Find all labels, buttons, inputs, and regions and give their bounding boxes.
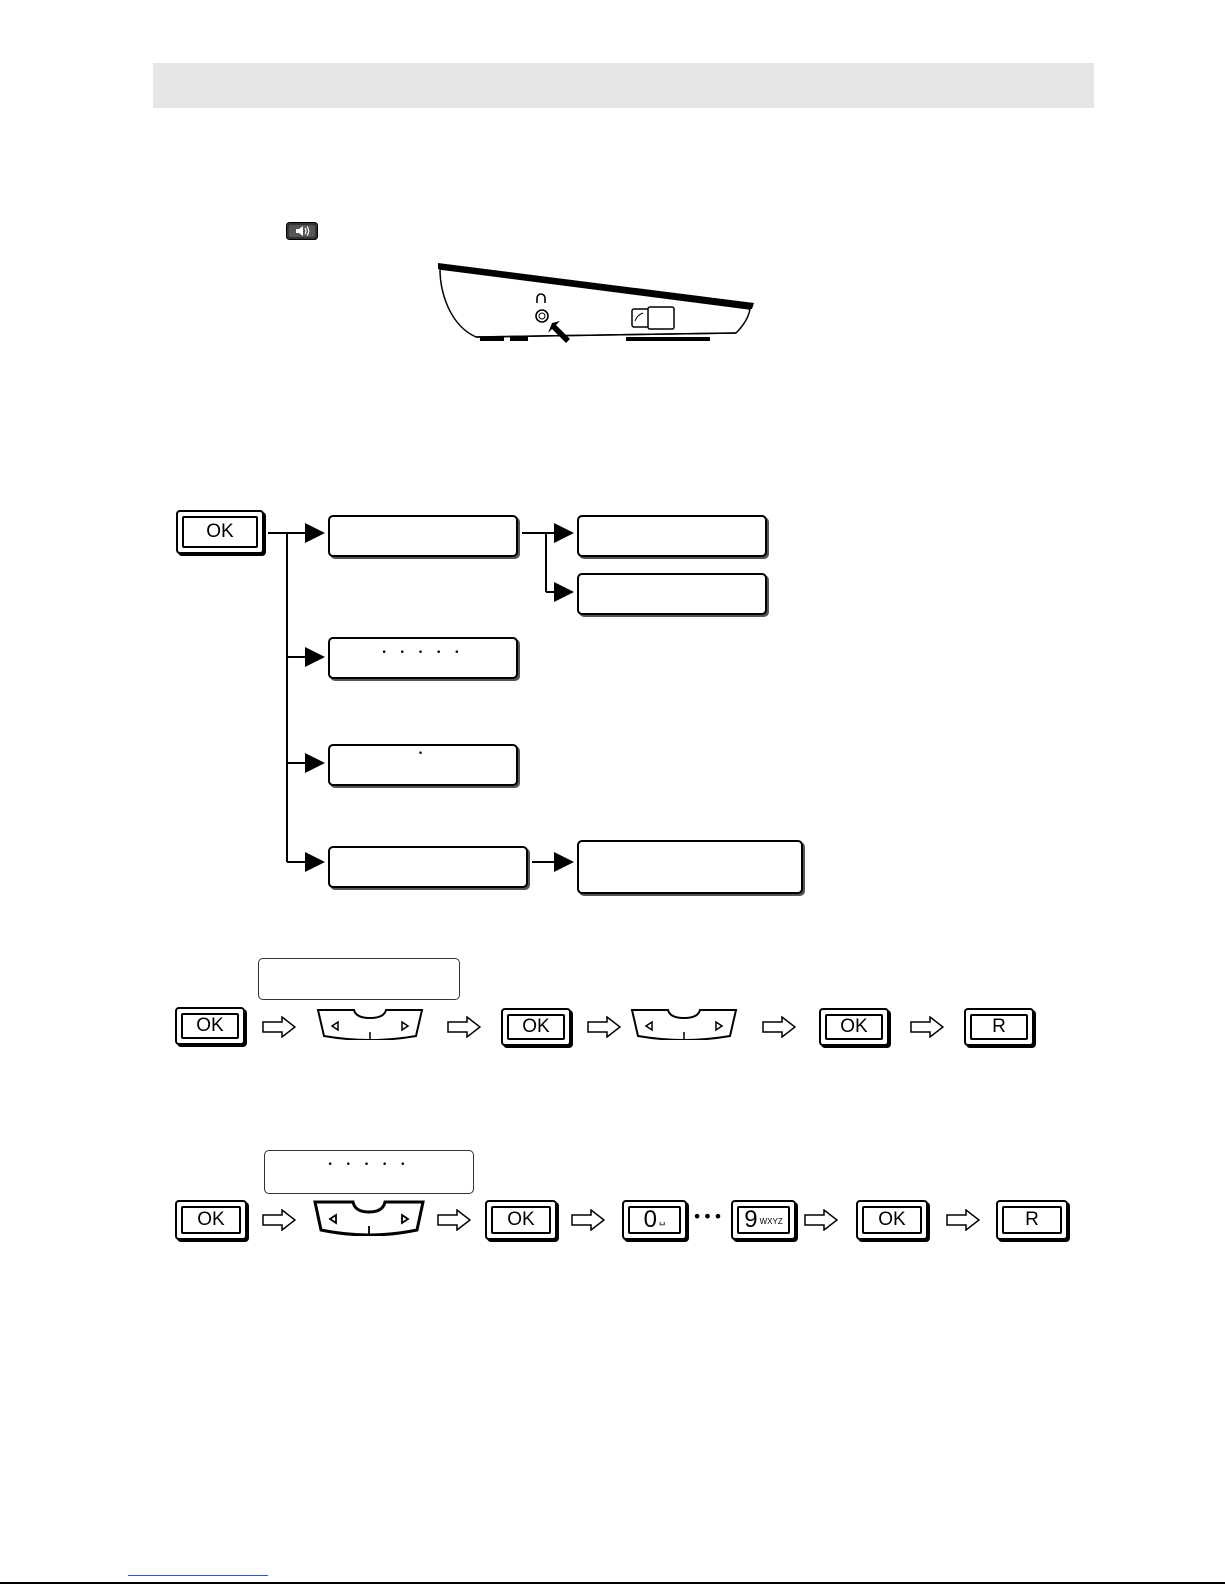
step-arrow-icon [587,1016,621,1038]
step-arrow-icon [437,1209,471,1231]
pin-dots: • • • • • [327,1160,411,1170]
ok-key-label: OK [181,1206,241,1234]
submenu-item-4a [577,840,803,894]
ok-key-label: OK [181,1013,239,1039]
step-arrow-icon [447,1016,481,1038]
digit-9-label [737,1206,790,1234]
step-arrow-icon [762,1016,796,1038]
ok-key-label: OK [862,1206,922,1234]
r-key-label: R [970,1014,1028,1040]
digit-0-main: 0 [643,1206,657,1233]
digit-0-key[interactable] [622,1200,687,1240]
menu-item-1 [328,515,518,557]
ok-key-seq2-step3[interactable] [856,1200,928,1240]
ok-key-seq1-step1[interactable] [175,1007,245,1045]
digit-9-sub: WXYZ [759,1217,783,1226]
ok-key-seq1-step2[interactable] [501,1008,571,1046]
step-arrow-icon [262,1209,296,1231]
digit-range-ellipsis: ••• [692,1207,724,1226]
step-arrow-icon [946,1209,980,1231]
menu-item-4 [328,846,528,888]
footer-link-underline[interactable] [128,1575,268,1576]
ok-key-seq2-step1[interactable] [175,1200,247,1240]
digit-0-sub: ␣ [659,1215,666,1226]
r-key-seq1[interactable] [964,1008,1034,1046]
ok-key-label: OK [491,1206,551,1234]
step-arrow-icon [804,1209,838,1231]
navigation-key-icon[interactable] [316,1008,424,1040]
digit-9-key[interactable] [731,1200,796,1240]
ok-key-label: OK [182,516,258,548]
menu-item-3 [328,744,518,786]
pin-dots: • • • • • [381,648,465,658]
submenu-item-1b [577,573,767,615]
digit-9-main: 9 [744,1206,758,1233]
step-arrow-icon [910,1016,944,1038]
page-bottom-rule [0,1582,1225,1584]
digit-0-label [628,1206,681,1234]
sequence-2-display [264,1150,474,1194]
navigation-key-icon[interactable] [630,1008,738,1040]
sequence-1-display [258,958,460,1000]
ok-key-seq2-step2[interactable] [485,1200,557,1240]
step-arrow-icon [571,1209,605,1231]
ok-key-label: OK [507,1014,565,1040]
single-dot: • [417,749,429,759]
navigation-key-icon[interactable] [313,1200,425,1236]
ok-key-label: OK [825,1014,883,1040]
step-arrow-icon [262,1016,296,1038]
r-key-label: R [1002,1206,1062,1234]
ok-key-seq1-step3[interactable] [819,1008,889,1046]
menu-item-pin [328,637,518,679]
r-key-seq2[interactable] [996,1200,1068,1240]
submenu-item-1a [577,515,767,557]
